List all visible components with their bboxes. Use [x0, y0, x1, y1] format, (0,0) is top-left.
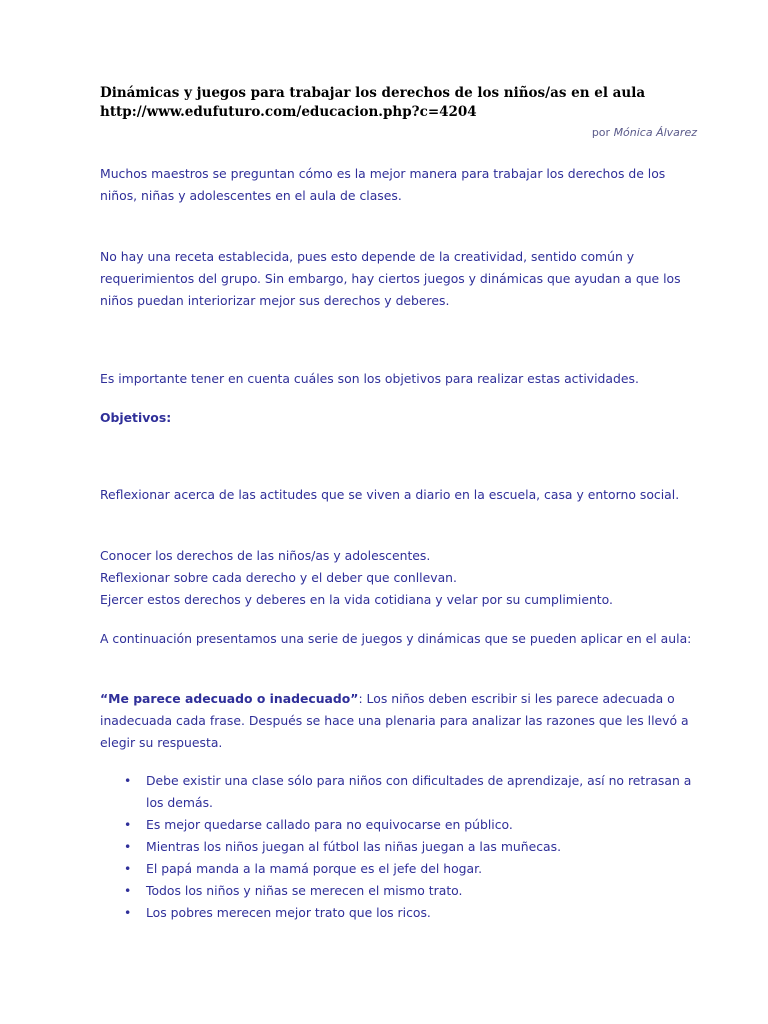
objective-2: Conocer los derechos de las niños/as y adolescentes.	[100, 548, 431, 563]
bullet-icon: •	[124, 905, 132, 920]
statement-list	[100, 770, 700, 924]
list-item-text: Debe existir una clase sólo para niños con dificultades de aprendizaje, así no retrasan a los demás.	[146, 773, 692, 810]
list-item	[100, 836, 700, 858]
list-item-text: Mientras los niños juegan al fútbol las niñas juegan a las muñecas.	[146, 839, 562, 854]
objective-1: Reflexionar acerca de las actitudes que se viven a diario en la escuela, casa y entorno social.	[100, 487, 680, 502]
objectives-intro-paragraph: Es importante tener en cuenta cuáles son los objetivos para realizar estas actividades.	[100, 371, 639, 386]
list-item	[100, 770, 700, 814]
objectives-heading: Objetivos:	[100, 410, 172, 425]
bullet-icon: •	[124, 839, 132, 854]
game-title: “Me parece adecuado o inadecuado”	[100, 691, 359, 706]
bullet-icon: •	[124, 817, 132, 832]
objective-4: Ejercer estos derechos y deberes en la vida cotidiana y velar por su cumplimiento.	[100, 592, 613, 607]
author-name: Mónica Álvarez	[613, 126, 697, 139]
list-item-text: El papá manda a la mamá porque es el jefe del hogar.	[146, 861, 483, 876]
objective-3: Reflexionar sobre cada derecho y el deber que conllevan.	[100, 570, 457, 585]
game-paragraph	[100, 688, 700, 754]
bullet-icon: •	[124, 883, 132, 898]
author-line	[592, 126, 697, 139]
list-item-text: Todos los niños y niñas se merecen el mismo trato.	[146, 883, 463, 898]
bullet-icon: •	[124, 773, 132, 788]
list-item	[100, 814, 700, 836]
list-item-text: Los pobres merecen mejor trato que los ricos.	[146, 905, 431, 920]
list-item-text: Es mejor quedarse callado para no equivocarse en público.	[146, 817, 513, 832]
recipe-paragraph: No hay una receta establecida, pues esto depende de la creatividad, sentido común y requerimientos del grupo. Sin embargo, hay ciertos juegos y dinámicas que ayudan a que los niños puedan interiorizar mejor sus derechos y deberes.	[100, 249, 681, 308]
list-item	[100, 880, 700, 902]
author-prefix: por	[591, 126, 614, 139]
list-item	[100, 858, 700, 880]
list-item	[100, 902, 700, 924]
bullet-icon: •	[124, 861, 132, 876]
games-intro-paragraph: A continuación presentamos una serie de juegos y dinámicas que se pueden aplicar en el aula:	[100, 631, 692, 646]
document-title: Dinámicas y juegos para trabajar los derechos de los niños/as en el aula	[100, 85, 646, 101]
intro-paragraph: Muchos maestros se preguntan cómo es la mejor manera para trabajar los derechos de los niños, niñas y adolescentes en el aula de clases.	[100, 166, 666, 203]
source-url: http://www.edufuturo.com/educacion.php?c=4204	[100, 104, 477, 120]
game-description: : Los niños deben escribir si les parece adecuada o inadecuada cada frase. Después se hace una plenaria para analizar las razones que les llevó a elegir su respuesta.	[100, 691, 689, 750]
